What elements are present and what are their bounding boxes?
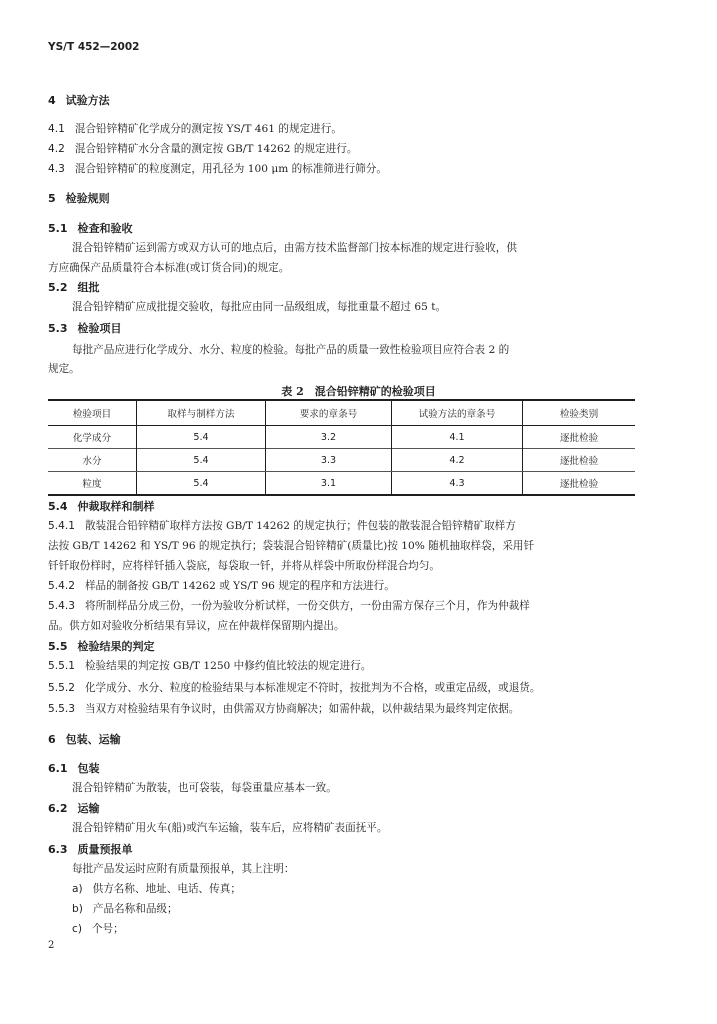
clause-text: 混合铅锌精矿化学成分的测定按 YS/T 461 的规定进行。 [74, 123, 342, 135]
clause-number: 5.4.3 [48, 600, 75, 612]
clause-5-4-3-line-2: 品。供方如对验收分析结果有异议，应在仲裁样保留期内提出。 [48, 620, 345, 632]
cell-sampling: 5.4 [137, 449, 266, 472]
clause-6-1-line-1: 混合铅锌精矿为散装，也可袋装，每袋重量应基本一致。 [72, 782, 337, 794]
header-test-method-clause: 试验方法的章条号 [392, 400, 523, 426]
table-row [48, 449, 635, 472]
clause-number: 4.2 [48, 143, 65, 155]
standard-id: YS/T 452—2002 [48, 41, 140, 53]
clause-number: 6.1 [48, 762, 68, 775]
clause-6-3-line-1: 每批产品发运时应附有质量预报单，其上注明： [72, 863, 295, 875]
clause-5-4-1-line-3: 钎钎取份样时，应将样钎插入袋底，每袋取一钎，并将从样袋中所取份样混合均匀。 [48, 560, 440, 572]
clause-4-2 [48, 141, 357, 156]
list-item [72, 901, 178, 916]
clause-text: 混合铅锌精矿的粒度测定，用孔径为 100 μm 的标准筛进行筛分。 [74, 163, 387, 175]
clause-text: 当双方对检验结果有争议时，由供需双方协商解决；如需仲裁，以仲裁结果为最终判定依据。 [84, 703, 520, 715]
clause-5-1-line-1: 混合铅锌精矿运到需方或双方认可的地点后，由需方技术监督部门按本标准的规定进行验收，供 [72, 242, 517, 254]
clause-number: 5.4 [48, 500, 68, 513]
clause-number: 4.1 [48, 123, 65, 135]
header-inspection-category: 检验类别 [523, 400, 636, 426]
header-inspection-item: 检验项目 [48, 400, 137, 426]
clause-5-4-3-line-1 [48, 598, 530, 613]
cell-category: 逐批检验 [523, 449, 636, 472]
cell-category: 逐批检验 [523, 426, 636, 449]
list-label: c) [72, 923, 82, 935]
clause-number: 6.3 [48, 843, 68, 856]
clause-6-3-heading [48, 841, 133, 857]
cell-item: 水分 [48, 449, 137, 472]
list-label: b) [72, 903, 83, 915]
clause-title: 检查和验收 [77, 222, 133, 235]
section-number: 6 [48, 733, 56, 746]
list-text: 供方名称、地址、电话、传真； [92, 883, 241, 895]
cell-sampling: 5.4 [137, 426, 266, 449]
cell-requirement: 3.3 [266, 449, 392, 472]
page-number: 2 [48, 940, 55, 951]
clause-text: 将所制样品分成三份，一份为验收分析试样，一份交供方，一份由需方保存三个月，作为仲裁样 [84, 600, 530, 612]
clause-5-5-1 [48, 658, 371, 673]
section-number: 5 [48, 192, 56, 205]
clause-4-3 [48, 161, 387, 176]
list-item [72, 921, 124, 936]
clause-5-2-heading [48, 279, 100, 295]
clause-number: 5.1 [48, 222, 68, 235]
table-header-row [48, 400, 635, 426]
cell-category: 逐批检验 [523, 472, 636, 496]
clause-title: 检验项目 [77, 322, 122, 335]
clause-text: 化学成分、水分、粒度的检验结果与本标准规定不符时，按批判为不合格，或重定品级，或退货。 [84, 682, 541, 694]
clause-5-5-3 [48, 701, 519, 716]
clause-number: 5.5.3 [48, 703, 75, 715]
clause-text: 混合铅锌精矿水分含量的测定按 GB/T 14262 的规定进行。 [74, 143, 358, 155]
cell-requirement: 3.2 [266, 426, 392, 449]
clause-number: 4.3 [48, 163, 65, 175]
list-text: 个号； [91, 923, 124, 935]
clause-5-4-heading [48, 498, 155, 514]
clause-number: 6.2 [48, 802, 68, 815]
header-sampling-method: 取样与制样方法 [137, 400, 266, 426]
clause-5-4-1-line-2: 法按 GB/T 14262 和 YS/T 96 的规定执行；袋装混合铅锌精矿(质量比)按 10% 随机抽取样袋，采用钎 [48, 540, 535, 552]
clause-5-5-heading [48, 638, 155, 654]
clause-5-3-line-2: 规定。 [48, 363, 80, 375]
cell-method: 4.2 [392, 449, 523, 472]
cell-requirement: 3.1 [266, 472, 392, 496]
clause-title: 检验结果的判定 [77, 640, 155, 653]
clause-title: 包装 [77, 762, 100, 775]
clause-title: 仲裁取样和制样 [77, 500, 155, 513]
cell-method: 4.1 [392, 426, 523, 449]
section-5-heading [48, 190, 110, 206]
clause-title: 组批 [77, 281, 100, 294]
clause-number: 5.4.2 [48, 580, 75, 592]
section-title: 检验规则 [65, 192, 110, 205]
clause-5-2-line-1: 混合铅锌精矿应成批提交验收，每批应由同一品级组成，每批重量不超过 65 t。 [72, 301, 447, 313]
clause-text: 检验结果的判定按 GB/T 1250 中修约值比较法的规定进行。 [84, 660, 372, 672]
clause-5-4-2 [48, 578, 395, 593]
section-6-heading [48, 731, 121, 747]
cell-sampling: 5.4 [137, 472, 266, 496]
clause-5-1-heading [48, 220, 133, 236]
clause-text: 样品的制备按 GB/T 14262 或 YS/T 96 规定的程序和方法进行。 [84, 580, 395, 592]
clause-6-1-heading [48, 760, 100, 776]
cell-item: 化学成分 [72, 433, 112, 444]
clause-5-5-2 [48, 680, 541, 695]
clause-5-1-line-2: 方应确保产品质量符合本标准(或订货合同)的规定。 [48, 262, 290, 274]
clause-6-2-line-1: 混合铅锌精矿用火车(船)或汽车运输，装车后，应将精矿表面抚平。 [72, 822, 388, 834]
clause-number: 5.5.2 [48, 682, 75, 694]
cell-method: 4.3 [392, 472, 523, 496]
section-number: 4 [48, 94, 56, 107]
clause-5-3-heading [48, 320, 122, 336]
list-text: 产品名称和品级； [92, 903, 178, 915]
list-item [72, 881, 241, 896]
clause-4-1 [48, 121, 342, 136]
table-2-caption: 表 2 混合铅锌精矿的检验项目 [281, 385, 436, 398]
section-4-heading [48, 92, 110, 108]
clause-number: 5.2 [48, 281, 68, 294]
clause-number: 5.3 [48, 322, 68, 335]
clause-title: 运输 [77, 802, 100, 815]
clause-title: 质量预报单 [77, 843, 133, 856]
list-label: a) [72, 883, 83, 895]
clause-5-3-line-1: 每批产品应进行化学成分、水分、粒度的检验。每批产品的质量一致性检验项目应符合表 2 的 [72, 344, 510, 356]
clause-5-4-1-line-1 [48, 518, 516, 533]
section-title: 包装、运输 [65, 733, 121, 746]
clause-number: 5.5 [48, 640, 68, 653]
clause-text: 散装混合铅锌精矿取样方法按 GB/T 14262 的规定执行；件包装的散装混合铅锌精矿取样方 [84, 520, 516, 532]
section-title: 试验方法 [65, 94, 110, 107]
clause-number: 5.4.1 [48, 520, 75, 532]
cell-item: 粒度 [48, 472, 137, 496]
clause-number: 5.5.1 [48, 660, 75, 672]
table-2 [48, 399, 635, 496]
clause-6-2-heading [48, 800, 100, 816]
table-row [48, 426, 635, 449]
header-requirement-clause: 要求的章条号 [266, 400, 392, 426]
table-row [48, 472, 635, 496]
